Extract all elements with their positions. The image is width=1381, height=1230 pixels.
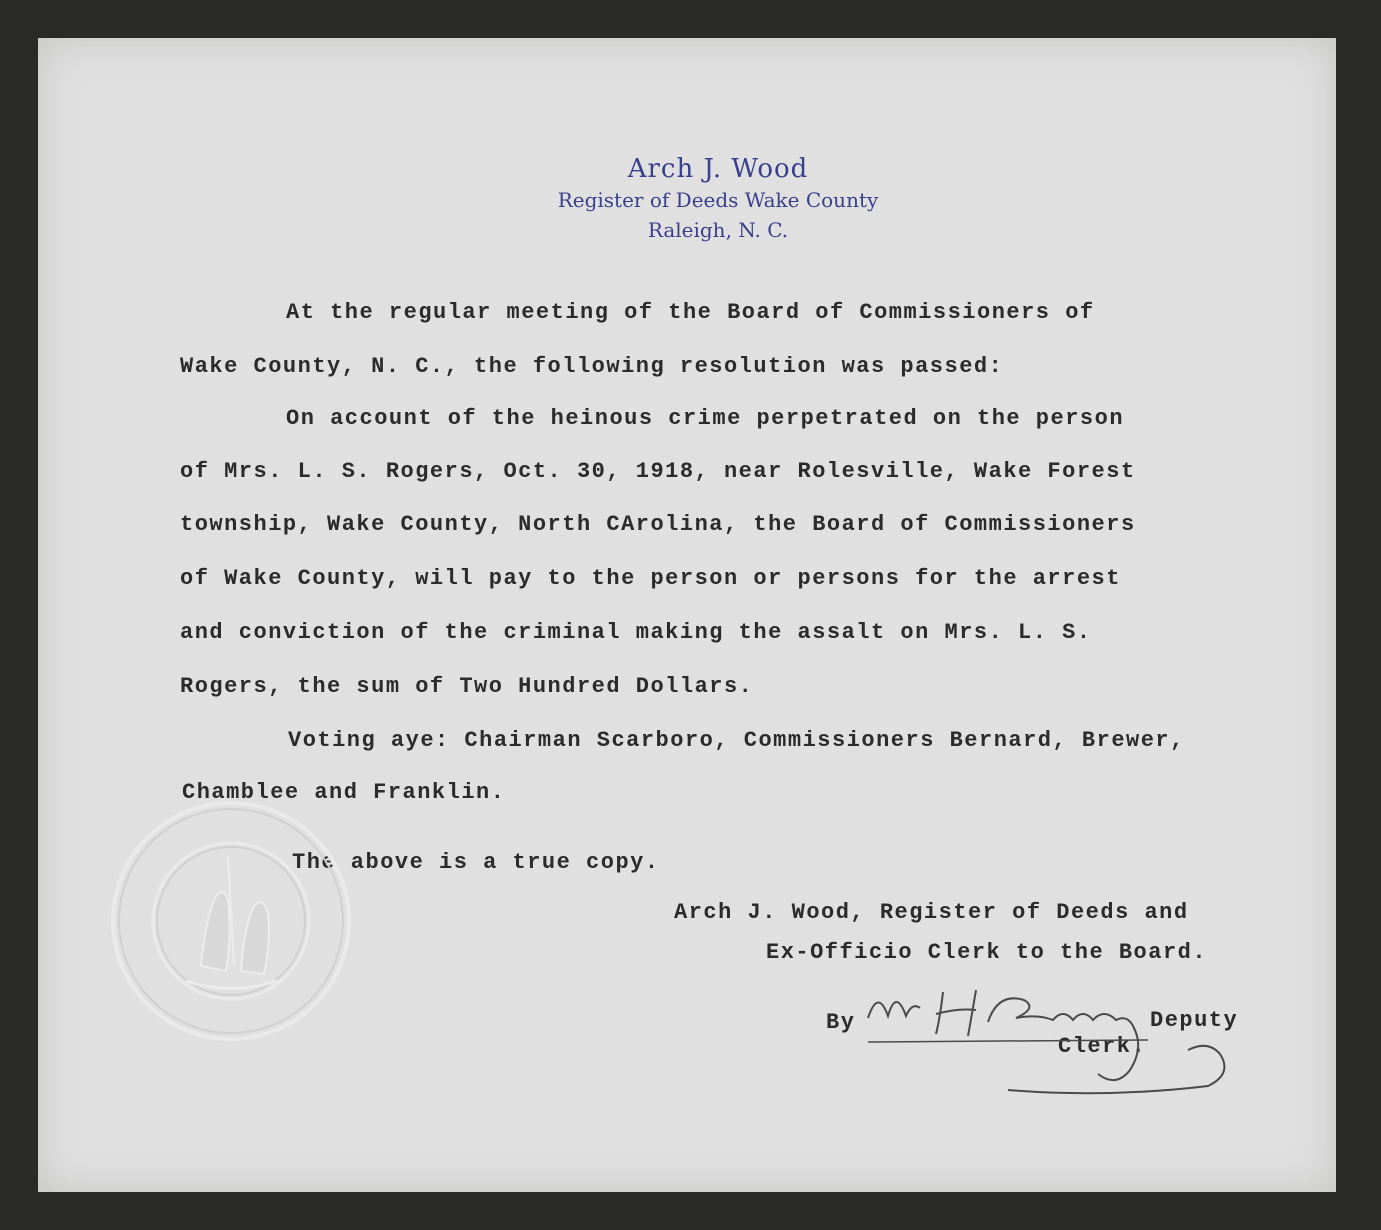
document-page xyxy=(38,38,1336,1192)
body-line: of Wake County, will pay to the person or persons for the arrest xyxy=(180,566,1121,591)
signature-by: By xyxy=(826,1010,856,1035)
letterhead-city: Raleigh, N. C. xyxy=(647,218,789,242)
signature-clerk: Clerk. xyxy=(1058,1034,1147,1059)
body-line: Voting aye: Chairman Scarboro, Commissioners Bernard, Brewer, xyxy=(288,728,1185,753)
handwritten-signature-icon xyxy=(848,978,1228,1098)
body-line: At the regular meeting of the Board of Commissioners of xyxy=(286,300,1095,325)
signature-line-2: Ex-Officio Clerk to the Board. xyxy=(766,940,1208,965)
body-line: of Mrs. L. S. Rogers, Oct. 30, 1918, near Rolesville, Wake Forest xyxy=(180,459,1136,484)
signature-line-1: Arch J. Wood, Register of Deeds and xyxy=(674,900,1189,925)
letterhead-name: Arch J. Wood xyxy=(627,154,809,184)
body-line: Wake County, N. C., the following resolution was passed: xyxy=(180,354,1004,379)
body-line: Rogers, the sum of Two Hundred Dollars. xyxy=(180,674,754,699)
body-line: The above is a true copy. xyxy=(292,850,660,875)
body-line: and conviction of the criminal making the assalt on Mrs. L. S. xyxy=(180,620,1092,645)
body-line: township, Wake County, North CArolina, the Board of Commissioners xyxy=(180,512,1136,537)
body-line: On account of the heinous crime perpetrated on the person xyxy=(286,406,1125,431)
embossed-seal-icon xyxy=(106,796,356,1046)
letterhead-title: Register of Deeds Wake County xyxy=(557,188,879,212)
signature-deputy: Deputy xyxy=(1150,1008,1239,1033)
body-line: Chamblee and Franklin. xyxy=(182,780,506,805)
